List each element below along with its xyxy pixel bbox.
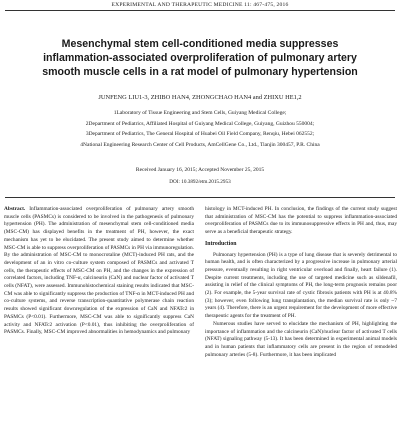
intro-paragraph: Pulmonary hypertension (PH) is a type of lung disease that is severely detrimental to human health, and is often characterized by a progressive increase in pulmonary arterial pressure, eventually resulting in right ventricular overload and finally, heart failure (1). Despite current treatments, including the use of targeted medicine such as sildenafil, assisting in relief of the clinical symptoms of PH, the long-term prognosis remains poor (2). For example, the 5-year survival rate of cystic fibrosis patients with PH is at 40.8% (3); however, even following lung transplantation, the median survival rate is only ~7 years (4). Therefore, there is an urgent requirement for the development of more effective therapeutic agents for the treatment of PH. bbox=[205, 251, 397, 320]
affiliation: 2Department of Pediatrics, Affiliated Hospital of Guiyang Medical College, Guiyang, Guizhou 550004; bbox=[85, 120, 315, 127]
author-list: JUNFENG LIU1-3, ZHIBO HAN4, ZHONGCHAO HAN4 and ZHIXU HE1,2 bbox=[98, 94, 302, 101]
received-dates: Received January 16, 2015; Accepted November 25, 2015 bbox=[135, 167, 265, 173]
affiliation: 3Department of Pediatrics, The General Hospital of Huabei Oil Field Company, Renqiu, Hebei 062552; bbox=[85, 131, 315, 137]
left-column bbox=[4, 206, 194, 337]
affiliations bbox=[0, 108, 400, 150]
section-rule bbox=[5, 197, 395, 198]
affiliation: 4National Engineering Research Center of Cell Products, AmCellGene Co., Ltd., Tianjin 300457, P.R. China bbox=[80, 141, 320, 148]
abstract-continued: histology in MCT-induced PH. In conclusion, the findings of the current study suggest that administration of MSC-CM has the potential to suppress inflammation-associated overproliferation of PASMCs due to its immunosuppressive effects in PH and, thus, may serve as a beneficial therapeutic strategy. bbox=[205, 206, 397, 236]
doi: DOI: 10.3892/etm.2015.2953 bbox=[169, 179, 231, 185]
introduction-heading: Introduction bbox=[205, 240, 237, 247]
affiliation: 1Laboratory of Tissue Engineering and Stem Cells, Guiyang Medical College; bbox=[113, 110, 287, 116]
right-column bbox=[205, 206, 397, 359]
abstract-text: Inflammation-associated overproliferation of pulmonary artery smooth muscle cells (PASMCs) is considered to be involved in the pathogenesis of pulmonary hypertension (PH). The administration of mesenchymal stem cell-conditioned media (MSC-CM) has displayed benefits in the treatment of PH, however, the exact mechanism has yet to be elucidated. The present study aimed to determine whether MSC-CM is able to suppress overproliferation of PASMCs in PH via immunoregulation. By the administration of MSC-CM to monocrotaline (MCT)-induced PH rats, and the development of an in vitro co-culture system composed of PASMCs and activated T cells, the therapeutic effects of MSC-CM on PH, and the changes in the expression of correlated factors, including TNF-α, calcineurin (CaN) and nuclear factor of activated T cells (NFAT), were assessed. Immunohistochemical staining results indicated that MSC-CM was able to significantly suppress the production of TNF-α in MCT-induced PH and co-culture systems, and reverse transcription-quantitative polymerase chain reaction results showed significant downregulation of the expression of CaN and NFATc2 in PASMCs (P<0.01). Furthermore, MSC-CM was able to significantly suppress CaN activity and NFATc2 activation (P<0.01), thus inhibiting the overproliferation of PASMCs. Finally, MSC-CM improved abnormalities in hemodynamics and pulmonary bbox=[4, 206, 194, 336]
title-line: Mesenchymal stem cell-conditioned media suppresses bbox=[61, 38, 339, 50]
abstract bbox=[4, 206, 194, 337]
article-title bbox=[0, 37, 400, 79]
header-rule bbox=[5, 10, 395, 11]
title-line: smooth muscle cells in a rat model of pulmonary hypertension bbox=[42, 66, 358, 78]
running-head: EXPERIMENTAL AND THERAPEUTIC MEDICINE 11: 467-475, 2016 bbox=[111, 2, 289, 8]
intro-paragraph: Numerous studies have served to elucidate the mechanism of PH, highlighting the importance of inflammation and the calcineurin (CaN)/nuclear factor of activated T cells (NFAT) signaling pathway (5-13). It has been determined in experimental animal models and in human patients that inflammatory cells are present in the region of remodeled pulmonary arteries (5-8). Furthermore, it has been implicated bbox=[205, 320, 397, 358]
title-line: inflammation-associated overproliferation of pulmonary artery bbox=[43, 52, 357, 64]
abstract-heading: Abstract. bbox=[4, 206, 26, 212]
